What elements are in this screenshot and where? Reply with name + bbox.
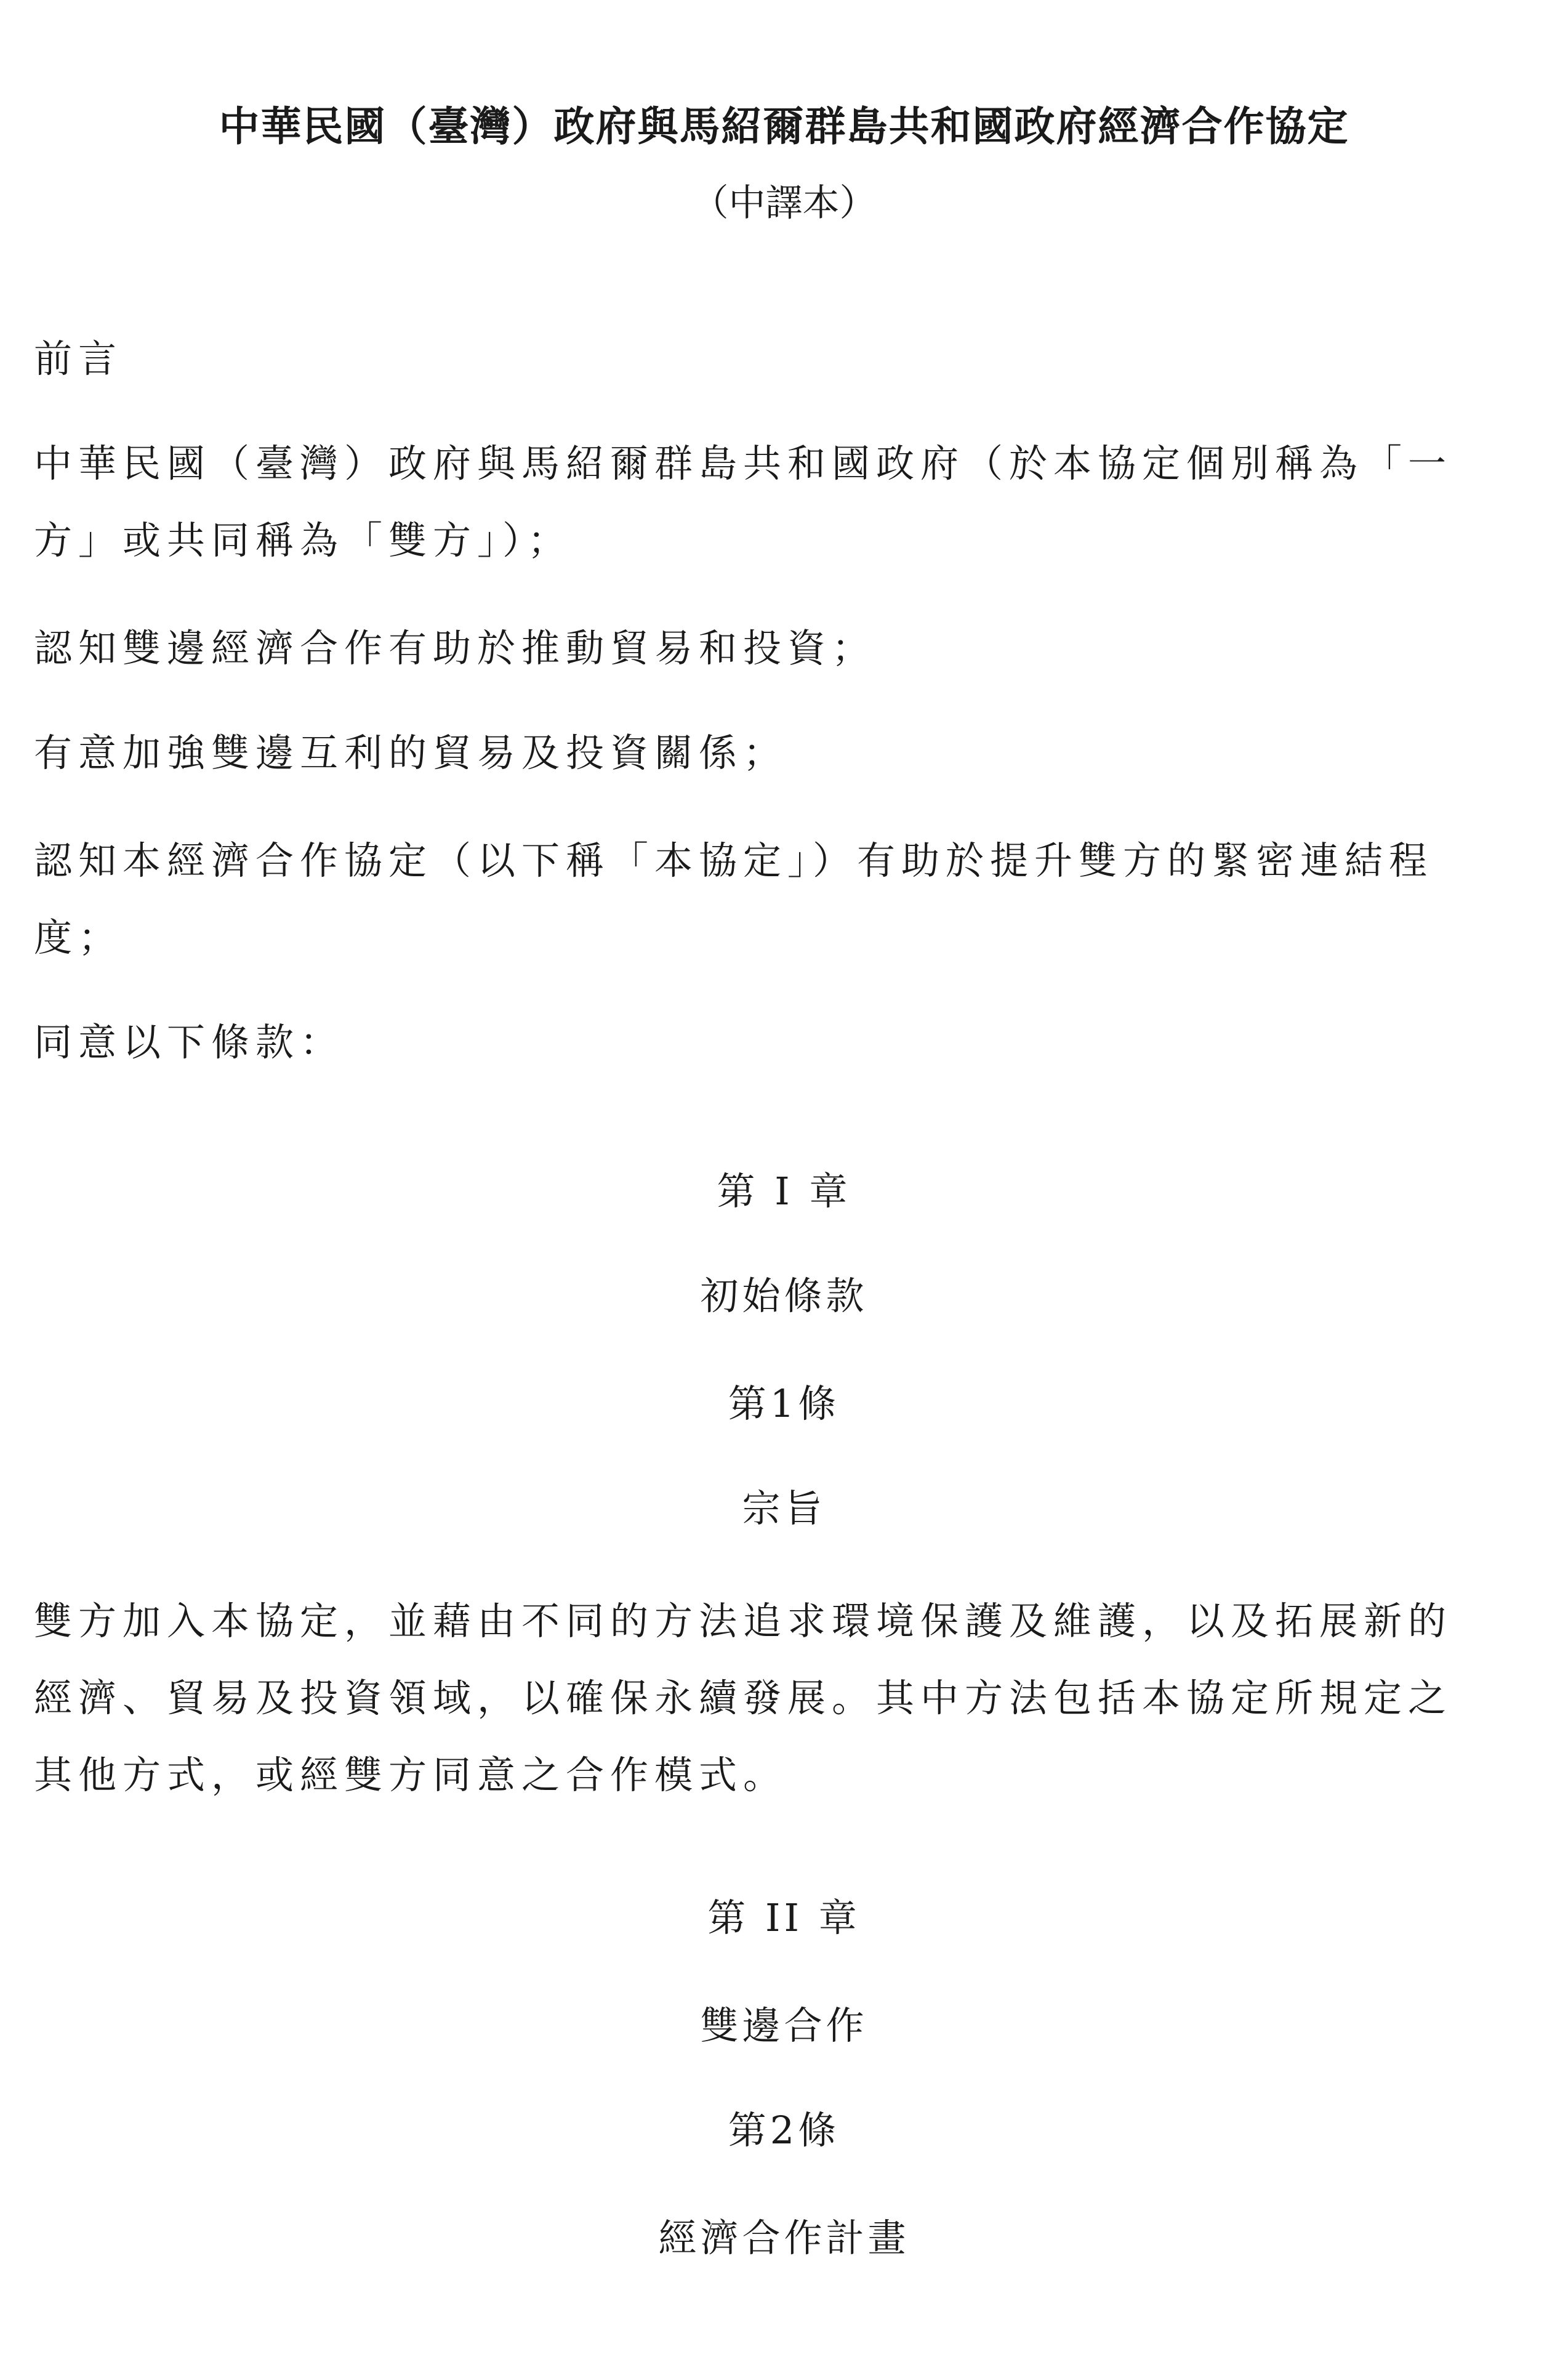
preamble-paragraph-3: 有意加強雙邊互利的貿易及投資關係； — [34, 730, 788, 775]
article-1-body: 雙方加入本協定，並藉由不同的方法追求環境保護及維護，以及拓展新的 經濟、貿易及投資領域，以確保永續發展。其中方法包括本協定所規定之 其他方式，或經雙方同意之合作模式。 — [34, 1598, 1453, 1797]
preamble-paragraph-5: 同意以下條款： — [34, 1020, 345, 1065]
preamble-heading: 前言 — [34, 336, 123, 381]
article-1-label: 第1條 — [728, 1381, 840, 1426]
article-1-title: 宗旨 — [742, 1486, 826, 1531]
document-subtitle: （中譯本） — [691, 182, 877, 225]
preamble-paragraph-2: 認知雙邊經濟合作有助於推動貿易和投資； — [34, 626, 877, 671]
chapter-1-label: 第 I 章 — [717, 1169, 851, 1214]
article-2-label: 第2條 — [728, 2108, 840, 2153]
document-title: 中華民國（臺灣）政府與馬紹爾群島共和國政府經濟合作協定 — [219, 102, 1349, 150]
chapter-2-label: 第 II 章 — [707, 1895, 861, 1940]
preamble-paragraph-4: 認知本經濟合作協定（以下稱「本協定」）有助於提升雙方的緊密連結程 度； — [34, 838, 1434, 960]
chapter-1-title: 初始條款 — [700, 1273, 868, 1318]
preamble-paragraph-1: 中華民國（臺灣）政府與馬紹爾群島共和國政府（於本協定個別稱為「一 方」或共同稱為「雙方」）； — [34, 441, 1453, 563]
article-2-title: 經濟合作計畫 — [658, 2215, 910, 2260]
chapter-2-title: 雙邊合作 — [700, 2003, 868, 2048]
